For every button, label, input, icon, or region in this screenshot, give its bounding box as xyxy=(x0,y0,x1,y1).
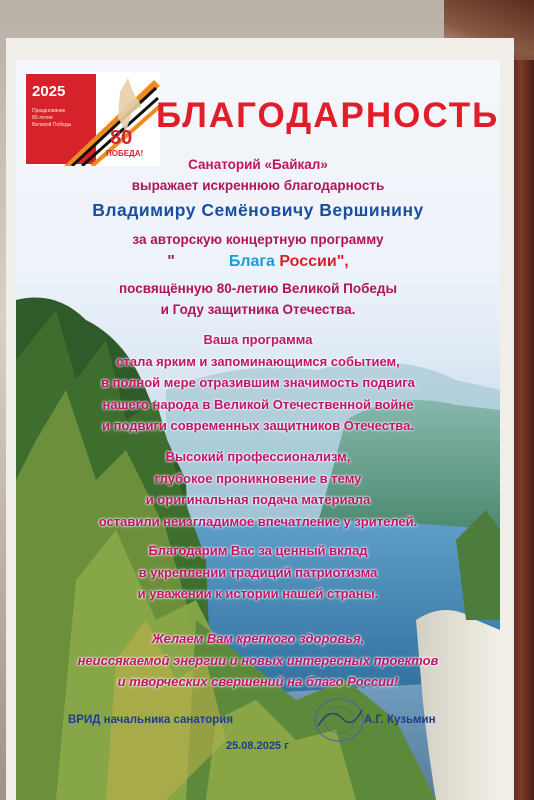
logo-text-1: Празднование xyxy=(32,108,66,114)
dedication-line-1: посвящённую 80-летию Великой Победы xyxy=(118,281,398,296)
paragraph-2 xyxy=(16,446,500,532)
certificate-title: БЛАГОДАРНОСТЬ xyxy=(156,96,500,135)
logo-number: 80 xyxy=(110,127,133,149)
program-close-quote: ", xyxy=(336,253,349,270)
dedication-block xyxy=(16,278,500,320)
recipient-name: Владимиру Семёновичу Вершинину xyxy=(92,200,424,220)
program-open-quote: " xyxy=(167,253,175,270)
sanatorium-name: Санаторий «Байкал» xyxy=(188,157,328,172)
paragraph-line: нашего народа в Великой Отечественной войне xyxy=(102,396,414,412)
paragraph-line: и подвиги современных защитников Отечества. xyxy=(102,418,414,433)
signatory-position: ВРИД начальника санатория xyxy=(68,714,234,726)
paragraph-line: и творческих свершений на благо России! xyxy=(117,674,399,689)
paragraph-line: в укреплении традиций патриотизма xyxy=(138,564,378,580)
official-seal-stamp xyxy=(312,696,366,744)
certificate-paper xyxy=(16,60,500,800)
program-word-2: России xyxy=(279,253,337,270)
logo-text-2: 80-летия xyxy=(32,115,53,121)
logo-year: 2025 xyxy=(32,83,66,100)
paragraph-1 xyxy=(16,329,500,437)
frame-edge-right xyxy=(512,0,534,800)
paragraph-line: Ваша программа xyxy=(203,332,313,347)
paragraph-line: и уважении к истории нашей страны. xyxy=(137,586,379,601)
logo-word: ПОБЕДА! xyxy=(106,149,144,158)
paragraph-line: глубокое проникновение в тему xyxy=(154,470,362,486)
paragraph-line: стала ярким и запоминающимся событием, xyxy=(116,353,400,369)
paragraph-4 xyxy=(16,628,500,693)
victory-80-logo xyxy=(24,72,160,166)
paragraph-line: и оригинальная подача материала xyxy=(145,492,371,507)
paragraph-3 xyxy=(16,540,500,605)
paragraph-line: Благодарим Вас за ценный вклад xyxy=(148,543,368,558)
paragraph-line: оставили неизгладимое впечатление у зрителей. xyxy=(98,513,418,529)
issue-date: 25.08.2025 г xyxy=(226,740,289,752)
gratitude-line: выражает искреннюю благодарность xyxy=(131,178,385,193)
paragraph-line: Высокий профессионализм, xyxy=(165,449,351,464)
logo-text-3: Великой Победы xyxy=(32,122,72,128)
paragraph-line: Желаем Вам крепкого здоровья, xyxy=(151,631,365,646)
paragraph-line: неиссякаемой энергии и новых интересных проектов xyxy=(77,652,439,668)
intro-block xyxy=(16,154,500,196)
program-title xyxy=(16,253,500,271)
paragraph-line: в полной мере отразившим значимость подвига xyxy=(101,375,415,390)
dedication-line-2: и Году защитника Отечества. xyxy=(160,302,356,317)
signatory-name: А.Г. Кузьмин xyxy=(364,714,436,726)
for-line: за авторскую концертную программу xyxy=(132,232,384,247)
program-word-1: Блага xyxy=(228,253,275,270)
